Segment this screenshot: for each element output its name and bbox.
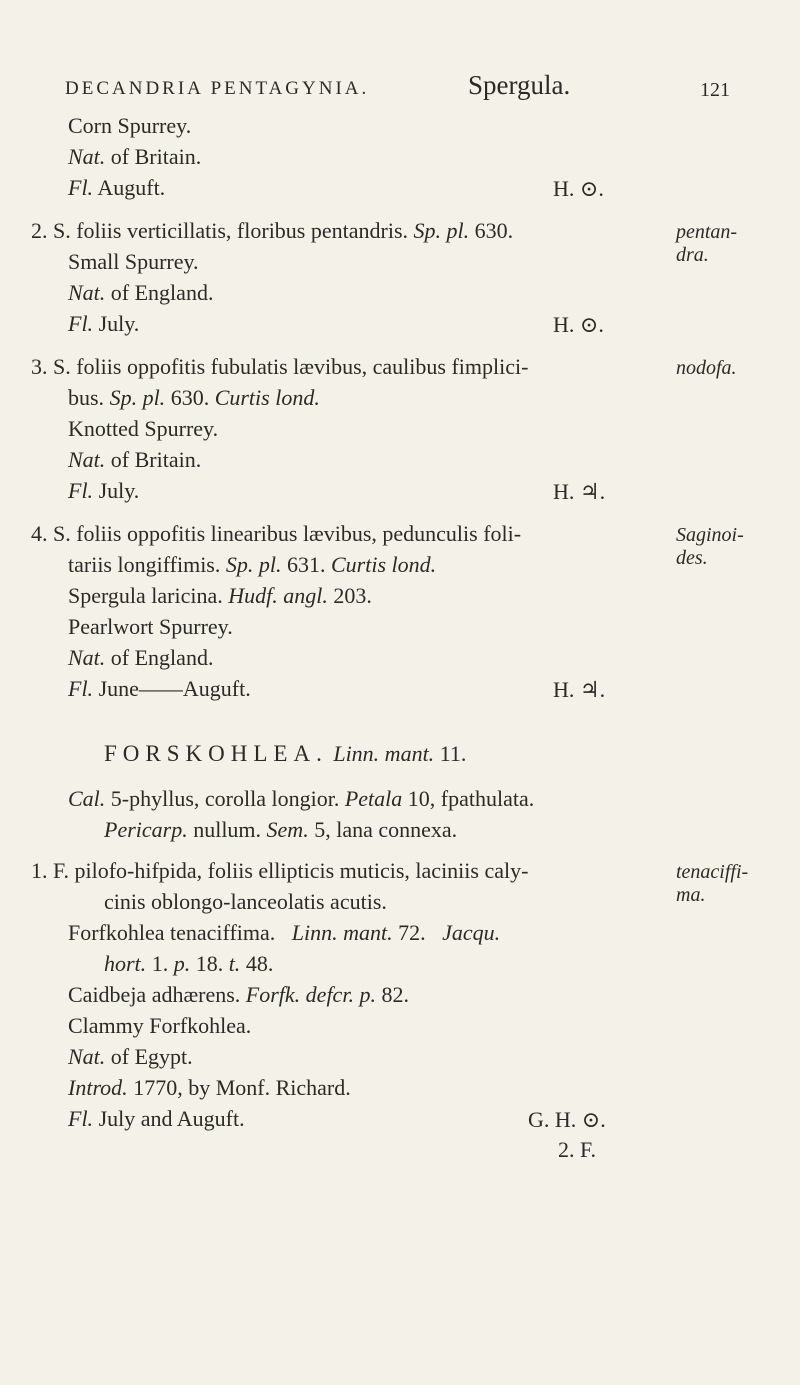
forskohlea-english-name: Clammy Forfkohlea. bbox=[68, 1013, 252, 1038]
entry4-english-name: Pearlwort Spurrey. bbox=[68, 614, 233, 639]
forskohlea-synonym: Forfkohlea tenaciffima. Linn. mant. 72. Jacqu. bbox=[68, 920, 501, 945]
forskohlea-diagnosis-cont: cinis oblongo-lanceolatis acutis. bbox=[104, 889, 387, 914]
entry2-english-name: Small Spurrey. bbox=[68, 249, 199, 274]
entry4-habit: H. ♃. bbox=[553, 677, 606, 702]
entry1-native: Nat. of Britain. bbox=[68, 144, 202, 169]
forskohlea-native: Nat. of Egypt. bbox=[68, 1044, 193, 1069]
entry1-flowering: Fl. Auguft. bbox=[68, 175, 166, 200]
genus-heading: Spergula. bbox=[468, 70, 571, 100]
entry4-flowering: Fl. June——Auguft. bbox=[68, 676, 251, 701]
entry4-diagnosis: 4. S. foliis oppofitis linearibus lævibus, pedunculis foli- bbox=[31, 521, 522, 546]
entry2-diagnosis: 2. S. foliis verticillatis, floribus pentandris. Sp. pl. 630. bbox=[31, 218, 514, 243]
forskohlea-trivial-name-cont: ma. bbox=[676, 884, 706, 906]
entry3-native: Nat. of Britain. bbox=[68, 447, 202, 472]
entry3-habit: H. ♃. bbox=[553, 479, 606, 504]
entry4-synonym: Spergula laricina. Hudf. angl. 203. bbox=[68, 583, 372, 608]
page-number: 121 bbox=[700, 79, 730, 101]
entry4-native: Nat. of England. bbox=[68, 645, 214, 670]
catchword: 2. F. bbox=[558, 1137, 596, 1162]
forskohlea-synonym-cont: hort. 1. p. 18. t. 48. bbox=[104, 951, 274, 976]
forskohlea-flowering: Fl. July and Auguft. bbox=[68, 1106, 245, 1131]
running-head: DECANDRIA PENTAGYNIA. bbox=[65, 78, 370, 99]
forskohlea-synonym-2: Caidbeja adhærens. Forfk. defcr. p. 82. bbox=[68, 982, 409, 1007]
entry3-english-name: Knotted Spurrey. bbox=[68, 416, 219, 441]
forskohlea-trivial-name: tenaciffi- bbox=[676, 861, 749, 883]
forskohlea-diagnosis: 1. F. pilofo-hifpida, foliis ellipticis muticis, laciniis caly- bbox=[31, 858, 529, 883]
genus-character-calyx: Cal. 5-phyllus, corolla longior. Petala 10, fpathulata. bbox=[68, 786, 535, 811]
entry1-habit: H. ⊙. bbox=[553, 176, 604, 201]
genus-forskohlea-heading: FORSKOHLEA. Linn. mant. 11. bbox=[104, 741, 467, 766]
entry2-trivial-name: pentan- bbox=[676, 221, 738, 243]
entry4-trivial-name: Saginoi- bbox=[676, 524, 744, 546]
entry3-diagnosis: 3. S. foliis oppofitis fubulatis lævibus, caulibus fimplici- bbox=[31, 354, 529, 379]
genus-character-fruit: Pericarp. nullum. Sem. 5, lana connexa. bbox=[104, 817, 458, 842]
entry2-habit: H. ⊙. bbox=[553, 312, 604, 337]
entry3-flowering: Fl. July. bbox=[68, 478, 140, 503]
entry4-diagnosis-cont: tariis longiffimis. Sp. pl. 631. Curtis lond. bbox=[68, 552, 437, 577]
entry3-trivial-name: nodofa. bbox=[676, 357, 737, 379]
entry2-trivial-name-cont: dra. bbox=[676, 244, 709, 266]
forskohlea-habit: G. H. ⊙. bbox=[528, 1107, 606, 1132]
entry4-trivial-name-cont: des. bbox=[676, 547, 708, 569]
entry2-native: Nat. of England. bbox=[68, 280, 214, 305]
entry3-diagnosis-cont: bus. Sp. pl. 630. Curtis lond. bbox=[68, 385, 320, 410]
forskohlea-introduced: Introd. 1770, by Monf. Richard. bbox=[68, 1075, 351, 1100]
entry2-flowering: Fl. July. bbox=[68, 311, 140, 336]
entry1-english-name: Corn Spurrey. bbox=[68, 113, 192, 138]
